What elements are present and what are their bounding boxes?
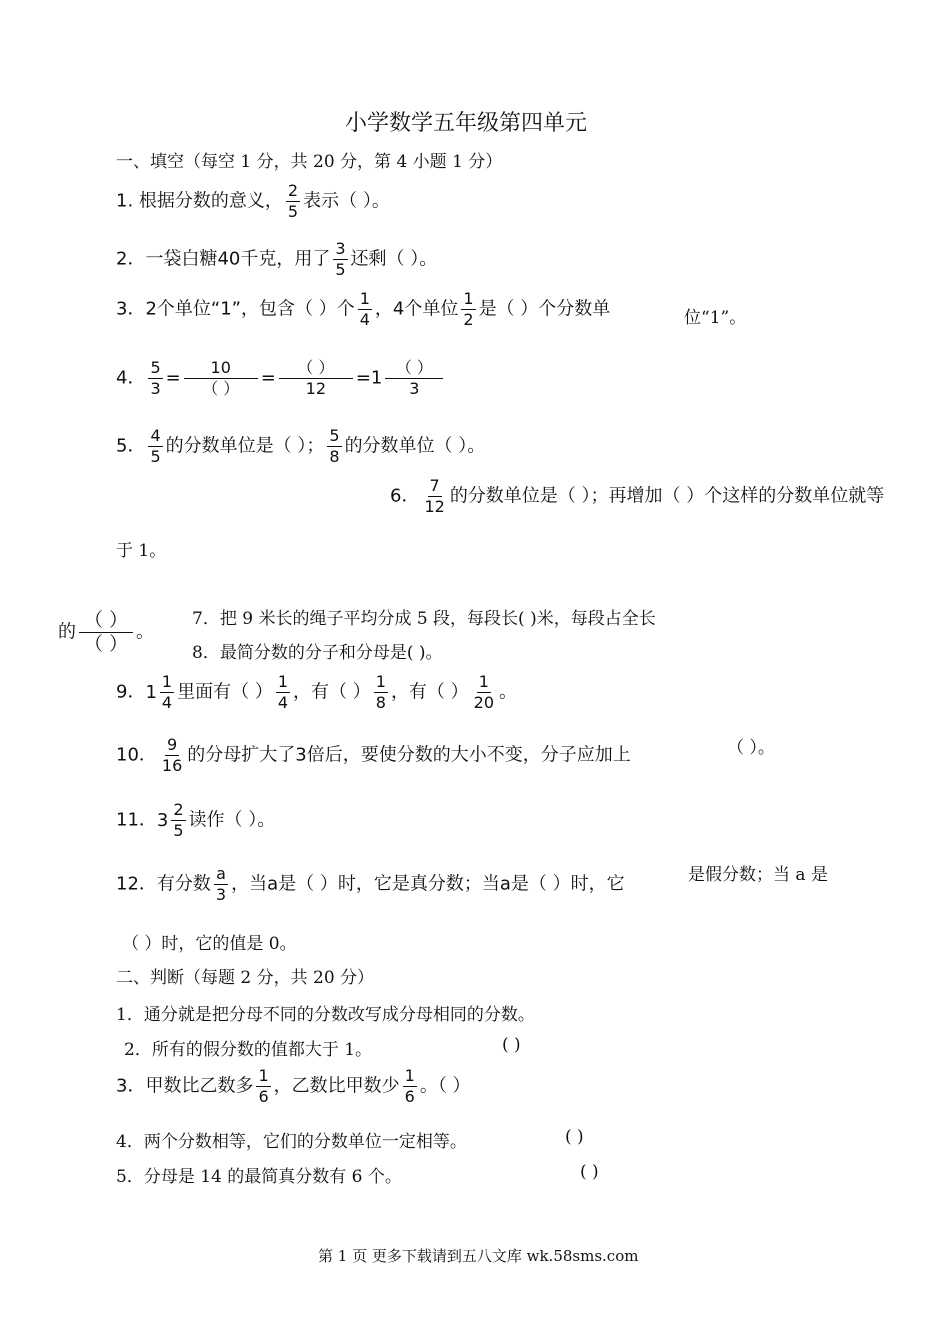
q11-label: 11． bbox=[116, 809, 157, 831]
q2-fraction: $\frac{3}{5}$ bbox=[335, 239, 346, 279]
q7-lead: 的 bbox=[58, 621, 76, 643]
q7-end: 。 bbox=[136, 621, 154, 643]
j3-middle: ，乙数比甲数少 bbox=[273, 1075, 400, 1097]
q4-equals-2: = bbox=[260, 367, 276, 389]
q12-continuation: （ ）时，它的值是 0。 bbox=[122, 934, 297, 954]
judgement-4-bracket: ( ) bbox=[565, 1127, 584, 1147]
judgement-1: 1．通分就是把分母不同的分数改写成分母相同的分数。 bbox=[116, 1005, 535, 1025]
q9-text-a: 里面有（ ） bbox=[177, 681, 273, 703]
judgement-4: 4．两个分数相等，它们的分数单位一定相等。 bbox=[116, 1132, 467, 1152]
q5-suffix: 的分数单位（ ）。 bbox=[344, 435, 486, 457]
q7-fraction: $\frac{( )}{( )}$ bbox=[79, 611, 133, 654]
judgement-2: 2．所有的假分数的值都大于 1。 bbox=[124, 1040, 373, 1060]
q1-suffix: 表示（ ）。 bbox=[303, 190, 390, 212]
q5-fraction-2: $\frac{5}{8}$ bbox=[329, 426, 340, 466]
section-heading-true-false: 二、判断（每题 2 分，共 20 分） bbox=[116, 968, 375, 988]
q4-fraction-1: $\frac{5}{3}$ bbox=[150, 358, 161, 398]
q7-fraction-part bbox=[58, 611, 154, 654]
q1-fraction: $\frac{2}{5}$ bbox=[287, 181, 299, 221]
j3-fraction-1: $\frac{1}{6}$ bbox=[258, 1066, 269, 1106]
question-2 bbox=[116, 241, 437, 278]
q1-prefix: 1. 根据分数的意义， bbox=[116, 190, 283, 212]
q2-suffix: 还剩（ ）。 bbox=[350, 248, 438, 270]
question-5 bbox=[116, 428, 485, 465]
q5-label: 5． bbox=[116, 435, 146, 457]
question-10 bbox=[116, 737, 631, 774]
q9-fraction-3: $\frac{1}{20}$ bbox=[473, 672, 495, 712]
q9-mixed-number: 1 $\frac{1}{4}$ bbox=[145, 672, 173, 712]
q9-label: 9． bbox=[116, 681, 146, 703]
q4-fraction-2: $\frac{10}{( )}$ bbox=[184, 360, 258, 397]
q11-mixed-number: 3 $\frac{2}{5}$ bbox=[156, 800, 184, 840]
q6-fraction: $\frac{7}{12}$ bbox=[424, 476, 445, 516]
q9-fraction-1: $\frac{1}{4}$ bbox=[277, 672, 289, 712]
q10-tail: （ ）。 bbox=[727, 738, 775, 758]
judgement-2-bracket: ( ) bbox=[502, 1035, 521, 1055]
question-6 bbox=[390, 478, 884, 515]
q10-label: 10． bbox=[116, 744, 157, 766]
q9-text-d: 。 bbox=[499, 681, 518, 703]
q4-equals-1: = bbox=[165, 367, 181, 389]
q4-whole: 1 bbox=[370, 367, 383, 389]
q3-prefix: 3．2个单位“1”，包含（ ）个 bbox=[116, 298, 355, 320]
q2-prefix: 2．一袋白糖40千克，用了 bbox=[116, 248, 331, 270]
q10-suffix: 的分母扩大了3倍后，要使分数的大小不变，分子应加上 bbox=[187, 744, 631, 766]
q9-text-b: ，有（ ） bbox=[293, 681, 371, 703]
q3-fraction-2: $\frac{1}{2}$ bbox=[463, 289, 474, 329]
q4-equals-3: = bbox=[355, 367, 371, 389]
q11-suffix: 读作（ ）。 bbox=[188, 809, 276, 831]
j3-suffix: 。（ ） bbox=[419, 1075, 471, 1097]
q12-suffix: ，当a是（ ）时，它是真分数；当a是（ ）时，它 bbox=[231, 873, 625, 895]
q5-middle: 的分数单位是（ ）； bbox=[165, 435, 325, 457]
page-footer: 第 1 页 更多下载请到五八文库 wk.58sms.com bbox=[318, 1247, 639, 1265]
q3-fraction-1: $\frac{1}{4}$ bbox=[359, 289, 370, 329]
q12-fraction: $\frac{a}{3}$ bbox=[215, 864, 227, 904]
judgement-3 bbox=[116, 1068, 471, 1105]
question-11 bbox=[116, 802, 275, 839]
q4-fraction-4: $\frac{( )}{3}$ bbox=[385, 360, 443, 397]
q4-fraction-3: $\frac{( )}{12}$ bbox=[279, 360, 353, 397]
q6-suffix: 的分数单位是（ ）；再增加（ ）个这样的分数单位就等 bbox=[449, 485, 885, 507]
q5-fraction-1: $\frac{4}{5}$ bbox=[150, 426, 161, 466]
q3-middle: ，4个单位 bbox=[374, 298, 459, 320]
q12-tail: 是假分数；当 a 是 bbox=[688, 865, 828, 885]
j3-fraction-2: $\frac{1}{6}$ bbox=[404, 1066, 415, 1106]
question-3 bbox=[116, 291, 610, 328]
judgement-5-bracket: ( ) bbox=[580, 1162, 599, 1182]
j3-prefix: 3．甲数比乙数多 bbox=[116, 1075, 254, 1097]
q12-prefix: 12．有分数 bbox=[116, 873, 211, 895]
question-9 bbox=[116, 674, 517, 711]
page-title: 小学数学五年级第四单元 bbox=[345, 111, 588, 136]
q3-suffix: 是（ ）个分数单 bbox=[478, 298, 611, 320]
judgement-5: 5．分母是 14 的最简真分数有 6 个。 bbox=[116, 1167, 402, 1187]
question-4 bbox=[116, 360, 446, 397]
q3-tail: 位“1”。 bbox=[684, 308, 747, 328]
question-8: 8．最简分数的分子和分母是( )。 bbox=[192, 643, 443, 663]
q9-text-c: ，有（ ） bbox=[390, 681, 469, 703]
question-12 bbox=[116, 866, 625, 903]
q6-continuation: 于 1。 bbox=[116, 541, 167, 561]
question-1 bbox=[116, 183, 390, 220]
q9-fraction-2: $\frac{1}{8}$ bbox=[375, 672, 386, 712]
q6-label: 6． bbox=[390, 485, 420, 507]
question-7: 7．把 9 米长的绳子平均分成 5 段，每段长( )米，每段占全长 bbox=[192, 609, 656, 629]
q4-label: 4． bbox=[116, 367, 146, 389]
q10-fraction: $\frac{9}{16}$ bbox=[161, 735, 183, 775]
section-heading-fill-blank: 一、填空（每空 1 分，共 20 分，第 4 小题 1 分） bbox=[116, 152, 503, 172]
